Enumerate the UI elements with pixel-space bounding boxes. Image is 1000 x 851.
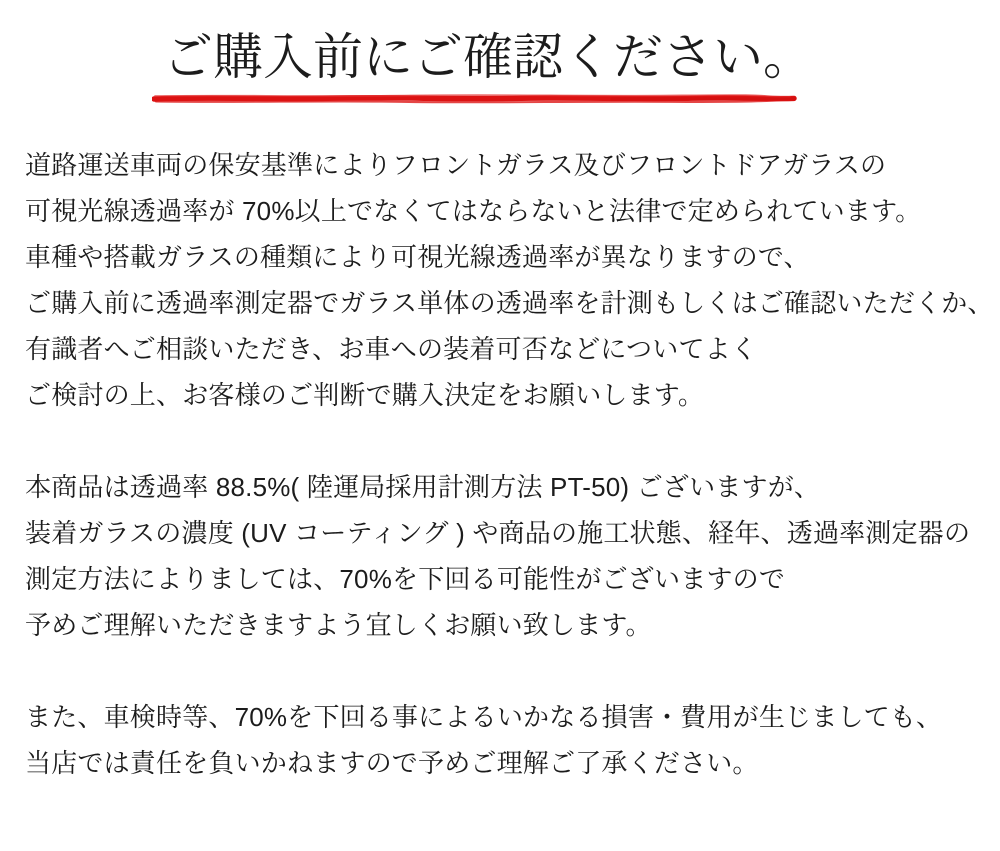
text-line: ご検討の上、お客様のご判断で購入決定をお願いします。: [25, 380, 705, 410]
paragraph-disclaimer: [25, 694, 1000, 786]
text-line: 可視光線透過率が 70%以上でなくてはならないと法律で定められています。: [25, 196, 922, 226]
page-title: ご購入前にご確認ください。: [163, 29, 813, 85]
text-line: 有識者へご相談いただき、お車への装着可否などについてよく: [25, 334, 758, 364]
red-brush-underline-icon: [152, 92, 797, 106]
text-line: ご購入前に透過率測定器でガラス単体の透過率を計測もしくはご確認いただくか、: [25, 288, 994, 318]
paragraph-legal-requirement: [25, 142, 1000, 418]
text-line: 装着ガラスの濃度 (UV コーティング ) や商品の施工状態、経年、透過率測定器の: [25, 518, 971, 548]
text-line: また、車検時等、70%を下回る事によるいかなる損害・費用が生じましても、: [25, 702, 943, 732]
text-line: 予めご理解いただきますよう宜しくお願い致します。: [25, 610, 652, 640]
text-line: 車種や搭載ガラスの種類により可視光線透過率が異なりますので、: [25, 242, 810, 272]
text-line: 測定方法によりましては、70%を下回る可能性がございますので: [25, 564, 786, 594]
paragraph-product-transmittance: [25, 464, 1000, 648]
text-line: 道路運送車両の保安基準によりフロントガラス及びフロントドアガラスの: [25, 150, 887, 180]
text-line: 本商品は透過率 88.5%( 陸運局採用計測方法 PT-50) ございますが、: [25, 472, 821, 502]
text-line: 当店では責任を負いかねますので予めご理解ご了承ください。: [25, 748, 759, 778]
